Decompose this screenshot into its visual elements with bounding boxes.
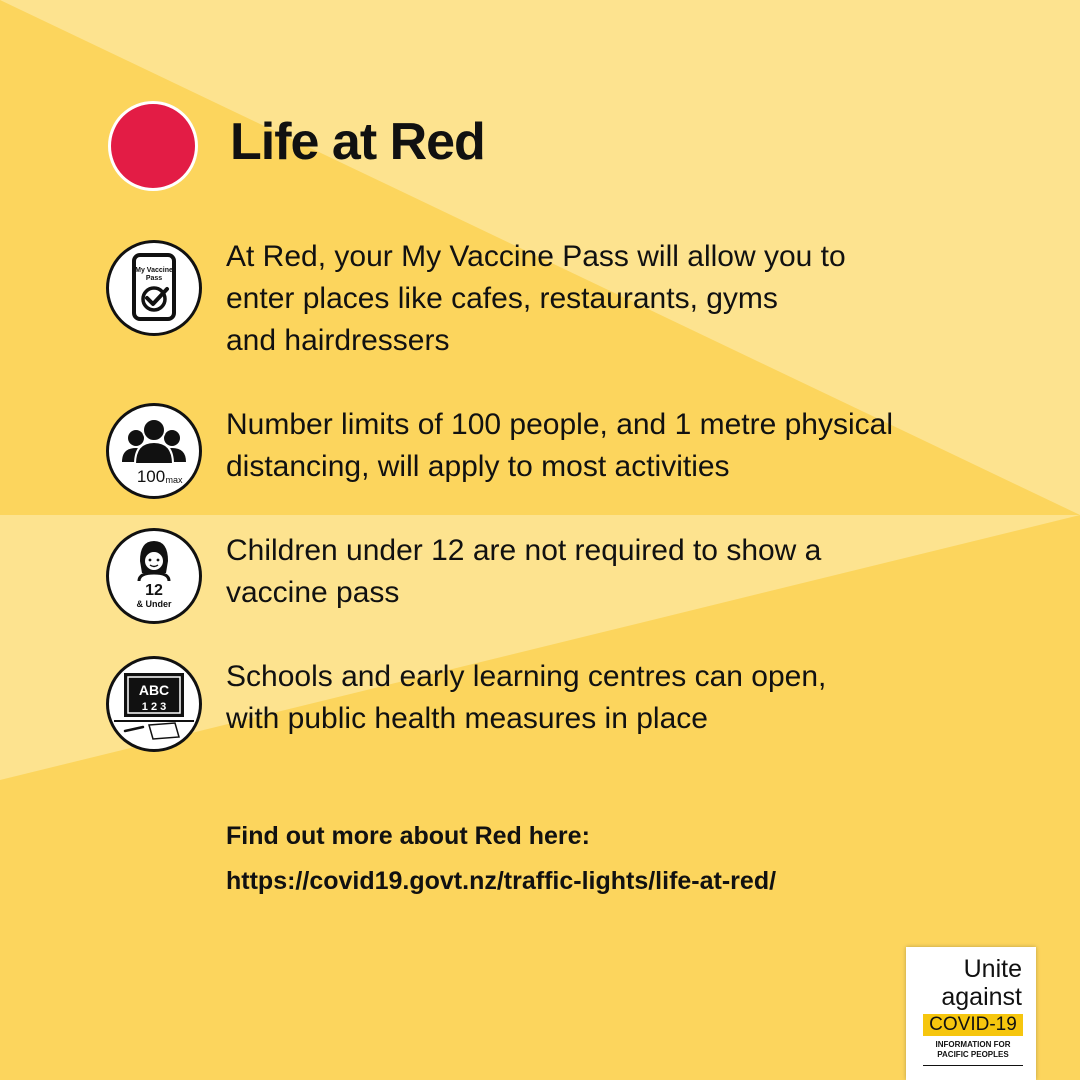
- page-title: Life at Red: [230, 113, 485, 171]
- red-level-dot: [108, 101, 198, 191]
- logo-underline: [923, 1065, 1023, 1066]
- logo-tagline: INFORMATION FOR PACIFIC PEOPLES: [935, 1040, 1011, 1059]
- item-line: Children under 12 are not required to show a: [226, 534, 822, 567]
- child-icon: [106, 528, 202, 624]
- logo-unite: Unite: [963, 955, 1022, 983]
- find-out-more-link[interactable]: https://covid19.govt.nz/traffic-lights/life-at-red/: [226, 867, 777, 895]
- svg-text:max: max: [165, 475, 183, 485]
- svg-text:& Under: & Under: [136, 599, 172, 609]
- vaccine-pass-phone-icon: [106, 240, 202, 336]
- svg-text:ABC: ABC: [138, 682, 170, 698]
- item-line: and hairdressers: [226, 324, 450, 357]
- item-line: enter places like cafes, restaurants, gyms: [226, 282, 778, 315]
- item-line: distancing, will apply to most activities: [226, 450, 730, 483]
- unite-against-covid-logo: [906, 947, 1036, 1080]
- group-people-icon: [106, 403, 202, 499]
- item-vaccine-pass-text: [226, 236, 1026, 362]
- item-line: with public health measures in place: [226, 702, 708, 735]
- find-out-more-label: Find out more about Red here:: [226, 822, 590, 850]
- logo-against: against: [941, 983, 1022, 1011]
- item-schools-text: [226, 656, 1026, 740]
- item-line: vaccine pass: [226, 576, 400, 609]
- svg-text:My Vaccine: My Vaccine: [135, 267, 173, 274]
- svg-text:Pass: Pass: [145, 275, 163, 282]
- item-line: Schools and early learning centres can open,: [226, 660, 827, 693]
- svg-text:12: 12: [145, 582, 163, 599]
- item-line: At Red, your My Vaccine Pass will allow you to: [226, 240, 846, 273]
- svg-text:100: 100: [136, 467, 166, 486]
- item-number-limits-text: [226, 404, 1026, 488]
- item-children-text: [226, 530, 1026, 614]
- item-line: Number limits of 100 people, and 1 metre physical: [226, 408, 894, 441]
- blackboard-icon: [106, 656, 202, 752]
- logo-covid19: COVID-19: [923, 1014, 1023, 1036]
- svg-text:1 2 3: 1 2 3: [141, 701, 167, 713]
